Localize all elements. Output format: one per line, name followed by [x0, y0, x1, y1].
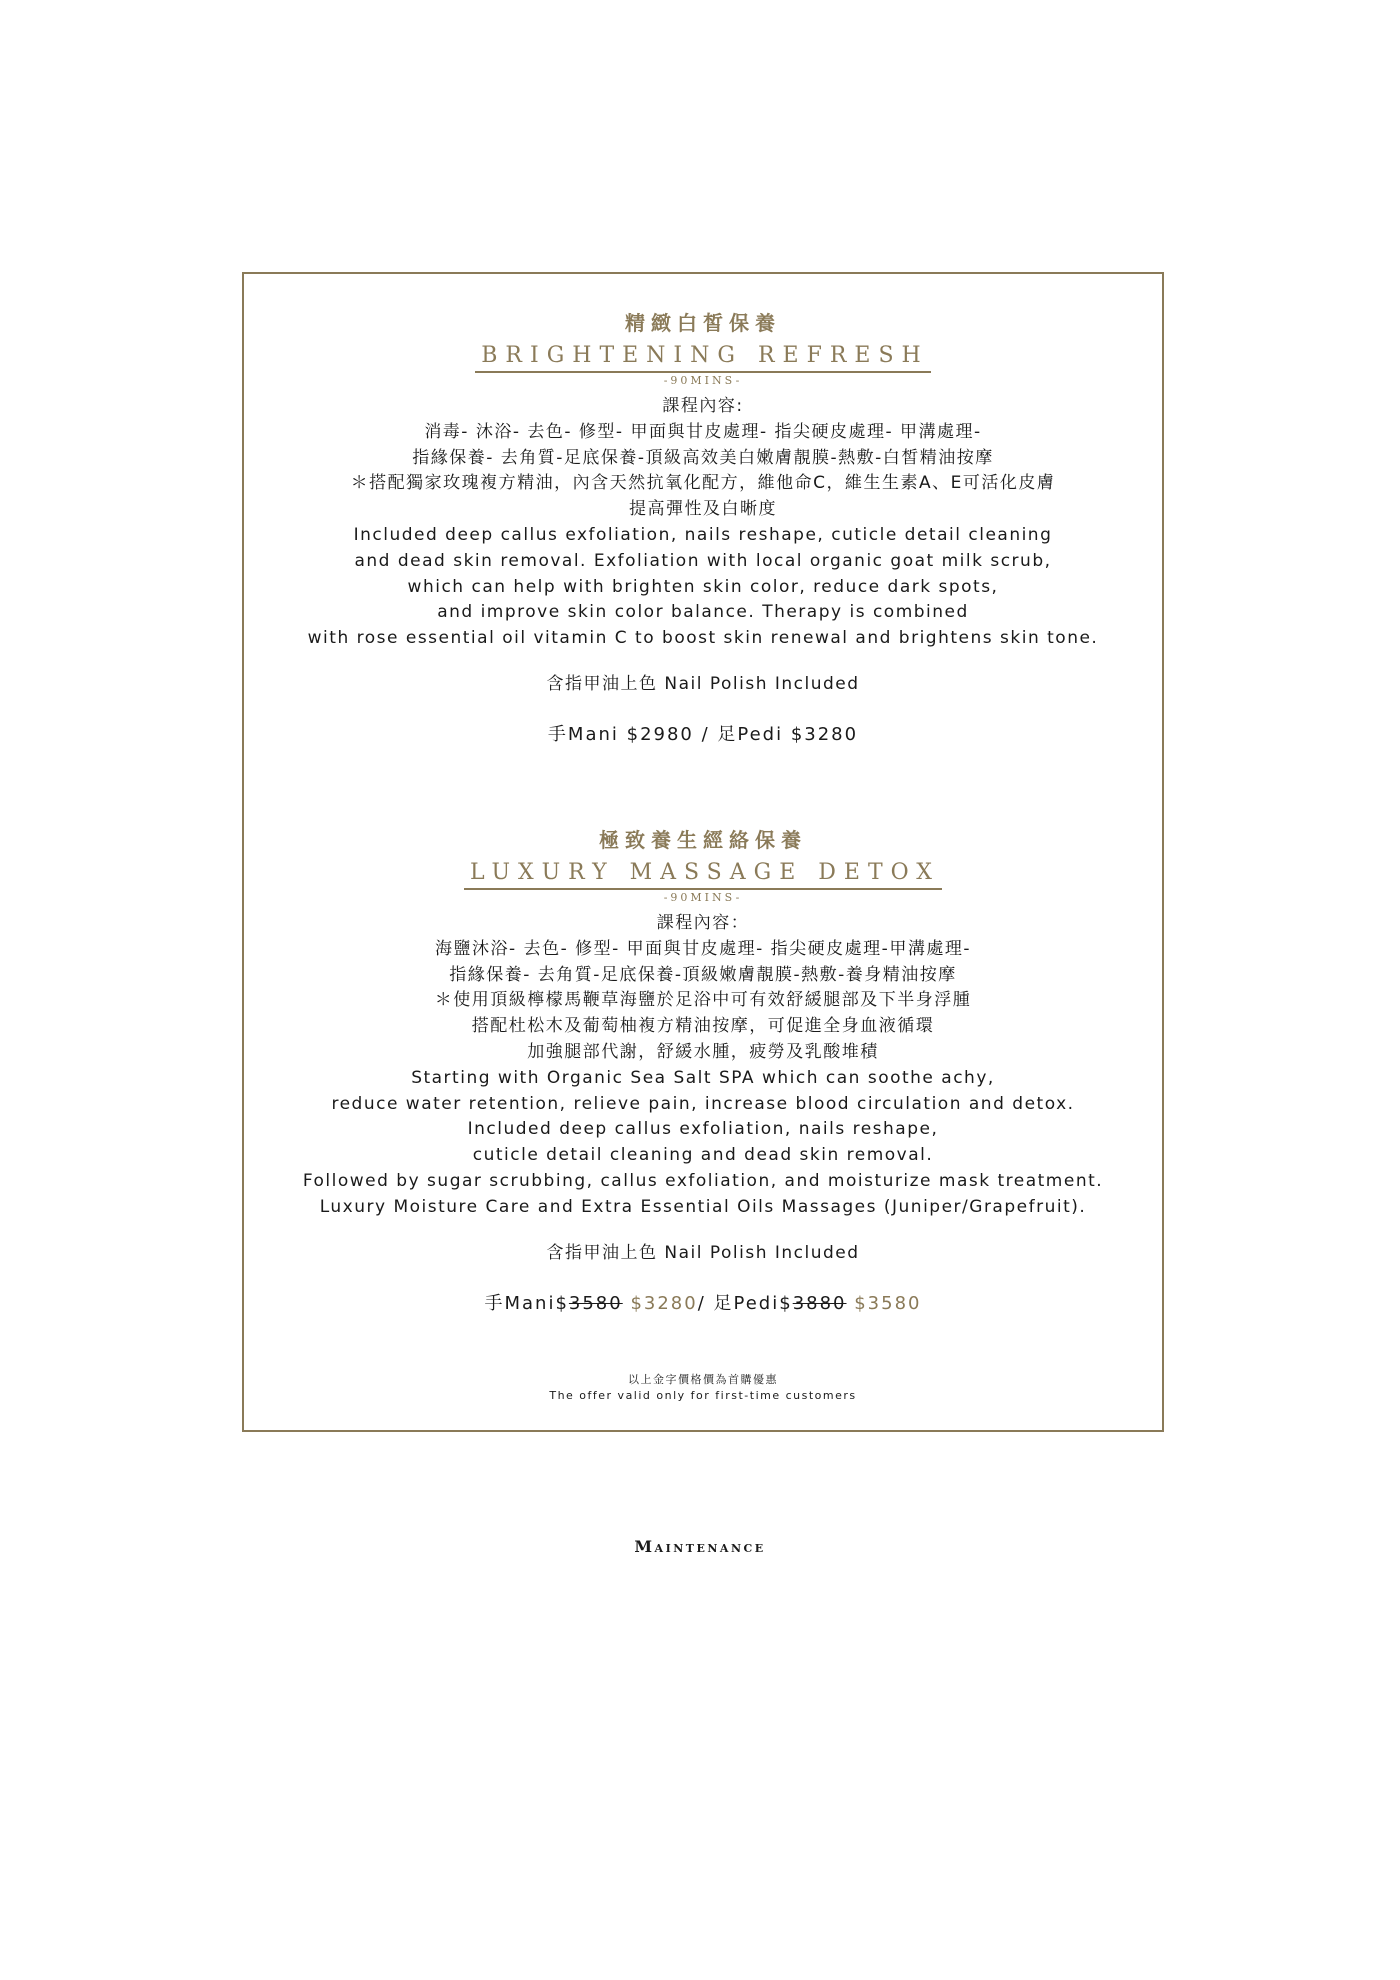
description-line: ＊使用頂級檸檬馬鞭草海鹽於足浴中可有效舒緩腿部及下半身浮腫 [434, 990, 972, 1011]
description-line: 提高彈性及白晰度 [629, 499, 777, 520]
mani-price-label: 手Mani$ [484, 1292, 569, 1314]
treatment-title-zh: 精緻白皙保養 [625, 311, 781, 335]
description-line: Included deep callus exfoliation, nails reshape, [467, 1119, 939, 1140]
description-line: 指緣保養- 去角質-足底保養-頂級嫩膚靚膜-熱敷-養身精油按摩 [449, 964, 957, 985]
price-separator: / [697, 1292, 714, 1314]
treatment-price: 手Mani $2980 / 足Pedi $3280 [547, 723, 859, 745]
description-line: 消毒- 沐浴- 去色- 修型- 甲面與甘皮處理- 指尖硬皮處理- 甲溝處理- [424, 421, 982, 442]
treatment-description [244, 394, 1162, 652]
offer-footnote [244, 1372, 1162, 1404]
treatment-description [244, 911, 1162, 1221]
description-line: 海鹽沐浴- 去色- 修型- 甲面與甘皮處理- 指尖硬皮處理-甲溝處理- [435, 938, 971, 959]
description-line: Starting with Organic Sea Salt SPA which can soothe achy, [411, 1067, 995, 1088]
description-line: ＊搭配獨家玫瑰複方精油，內含天然抗氧化配方，維他命C，維生生素A、E可活化皮膚 [350, 473, 1056, 494]
description-line: 搭配杜松木及葡萄柚複方精油按摩，可促進全身血液循環 [471, 1016, 935, 1037]
description-line: cuticle detail cleaning and dead skin removal. [472, 1145, 934, 1166]
footnote-zh: 以上金字價格價為首購優惠 [628, 1373, 778, 1386]
description-line: which can help with brighten skin color, reduce dark spots, [407, 576, 999, 597]
mani-original-price: 3580 [568, 1292, 623, 1314]
treatment-brightening-refresh [244, 310, 1162, 748]
description-line: and improve skin color balance. Therapy is combined [437, 602, 969, 623]
maintenance-heading: Maintenance [634, 1537, 766, 1556]
treatment-duration: -90MINS- [663, 891, 743, 904]
description-line: 課程內容： [656, 913, 750, 933]
pedi-offer-price: $3580 [854, 1292, 922, 1314]
treatment-title-en: BRIGHTENING REFRESH [475, 342, 930, 373]
footnote-en: The offer valid only for first-time customers [549, 1389, 857, 1402]
treatment-title-zh: 極致養生經絡保養 [599, 828, 807, 852]
description-line: 加強腿部代謝，舒緩水腫，疲勞及乳酸堆積 [527, 1041, 879, 1062]
nail-polish-note: 含指甲油上色 Nail Polish Included [546, 1242, 860, 1263]
mani-offer-price: $3280 [630, 1292, 698, 1314]
description-line: 課程內容: [662, 396, 744, 416]
description-line: 指緣保養- 去角質-足底保養-頂級高效美白嫩膚靚膜-熱敷-白皙精油按摩 [412, 447, 994, 468]
description-line: Luxury Moisture Care and Extra Essential Oils Massages (Juniper/Grapefruit). [319, 1196, 1087, 1217]
description-line: and dead skin removal. Exfoliation with local organic goat milk scrub, [354, 550, 1052, 571]
description-line: reduce water retention, relieve pain, increase blood circulation and detox. [331, 1093, 1075, 1114]
pedi-price-label: 足Pedi$ [713, 1292, 793, 1314]
treatment-duration: -90MINS- [663, 374, 743, 387]
treatment-luxury-massage-detox [244, 827, 1162, 1317]
treatment-price [244, 1291, 1162, 1317]
pedi-original-price: 3880 [792, 1292, 847, 1314]
description-line: with rose essential oil vitamin C to boost skin renewal and brightens skin tone. [307, 628, 1099, 649]
treatment-title-en: LUXURY MASSAGE DETOX [464, 859, 942, 890]
treatment-menu-frame [242, 272, 1164, 1432]
description-line: Followed by sugar scrubbing, callus exfoliation, and moisturize mask treatment. [302, 1170, 1104, 1191]
nail-polish-note: 含指甲油上色 Nail Polish Included [546, 673, 860, 694]
description-line: Included deep callus exfoliation, nails reshape, cuticle detail cleaning [353, 524, 1053, 545]
